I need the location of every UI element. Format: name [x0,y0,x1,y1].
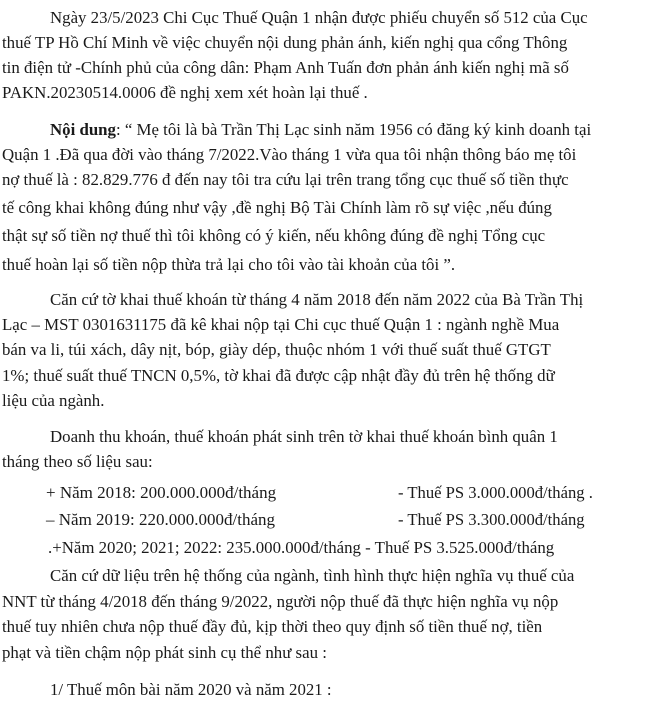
para2-line6: thuế hoàn lại số tiền nộp thừa trả lại cho tôi vào tài khoản của tôi ”. [2,255,456,274]
para5-line3: thuế tuy nhiên chưa nộp thuế đầy đủ, kịp thời theo quy định số tiền thuế nợ, tiền [2,617,543,636]
para4-line1: Doanh thu khoán, thuế khoán phát sinh trên tờ khai thuế khoán bình quân 1 [50,427,558,446]
revenue-row-2018-left: + Năm 2018: 200.000.000đ/tháng [46,483,277,502]
para2-line2: Quận 1 .Đã qua đời vào tháng 7/2022.Vào tháng 1 vừa qua tôi nhận thông báo mẹ tôi [2,145,577,164]
para1-line4: PAKN.20230514.0006 đề nghị xem xét hoàn lại thuế . [2,83,368,102]
para1-line3: tin điện tử -Chính phủ của công dân: Phạm Anh Tuấn đơn phản ánh kiến nghị mã số [2,58,569,77]
revenue-row-2019-left: – Năm 2019: 220.000.000đ/tháng [46,510,276,529]
para5-line1: Căn cứ dữ liệu trên hệ thống của ngành, tình hình thực hiện nghĩa vụ thuế của [50,566,575,585]
para2-line1-text: : “ Mẹ tôi là bà Trần Thị Lạc sinh năm 1956 có đăng ký kinh doanh tại [115,120,592,139]
para1-line1: Ngày 23/5/2023 Chi Cục Thuế Quận 1 nhận được phiếu chuyển số 512 của Cục [50,8,588,27]
para5-line2: NNT từ tháng 4/2018 đến tháng 9/2022, người nộp thuế đã thực hiện nghĩa vụ nộp [2,592,559,611]
revenue-row-2018-right: - Thuế PS 3.000.000đ/tháng . [398,483,593,502]
para3-line2: Lạc – MST 0301631175 đã kê khai nộp tại Chi cục thuế Quận 1 : ngành nghề Mua [2,315,560,334]
para2-line1 [50,118,655,142]
revenue-row-2020: .+Năm 2020; 2021; 2022: 235.000.000đ/tháng - Thuế PS 3.525.000đ/tháng [48,538,555,557]
para3-line1: Căn cứ tờ khai thuế khoán từ tháng 4 năm 2018 đến năm 2022 của Bà Trần Thị [50,290,584,309]
para5-line4: phạt và tiền chậm nộp phát sinh cụ thể như sau : [2,643,327,662]
revenue-row-2019-right: - Thuế PS 3.300.000đ/tháng [398,510,585,529]
para3-line4: 1%; thuế suất thuế TNCN 0,5%, tờ khai đã được cập nhật đầy đủ trên hệ thống dữ [2,366,555,385]
para3-line5: liệu của ngành. [2,391,105,410]
para3-line3: bán va li, túi xách, dây nịt, bóp, giày dép, thuộc nhóm 1 với thuế suất thuế GTGT [2,340,551,359]
para1-line2: thuế TP Hồ Chí Minh về việc chuyển nội dung phản ánh, kiến nghị qua cổng Thông [2,33,568,52]
section-1-heading: 1/ Thuế môn bài năm 2020 và năm 2021 : [50,680,332,699]
para2-line5: thật sự số tiền nợ thuế thì tôi không có ý kiến, nếu không đúng đề nghị Tổng cục [2,226,546,245]
para2-line3: nợ thuế là : 82.829.776 đ đến nay tôi tra cứu lại trên trang tổng cục thuế số tiền thực [2,170,569,189]
content-label: Nội dung [50,120,116,139]
para2-line4: tế công khai không đúng như vậy ,đề nghị Bộ Tài Chính làm rõ sự việc ,nếu đúng [2,198,552,217]
para4-line2: tháng theo số liệu sau: [2,452,153,471]
